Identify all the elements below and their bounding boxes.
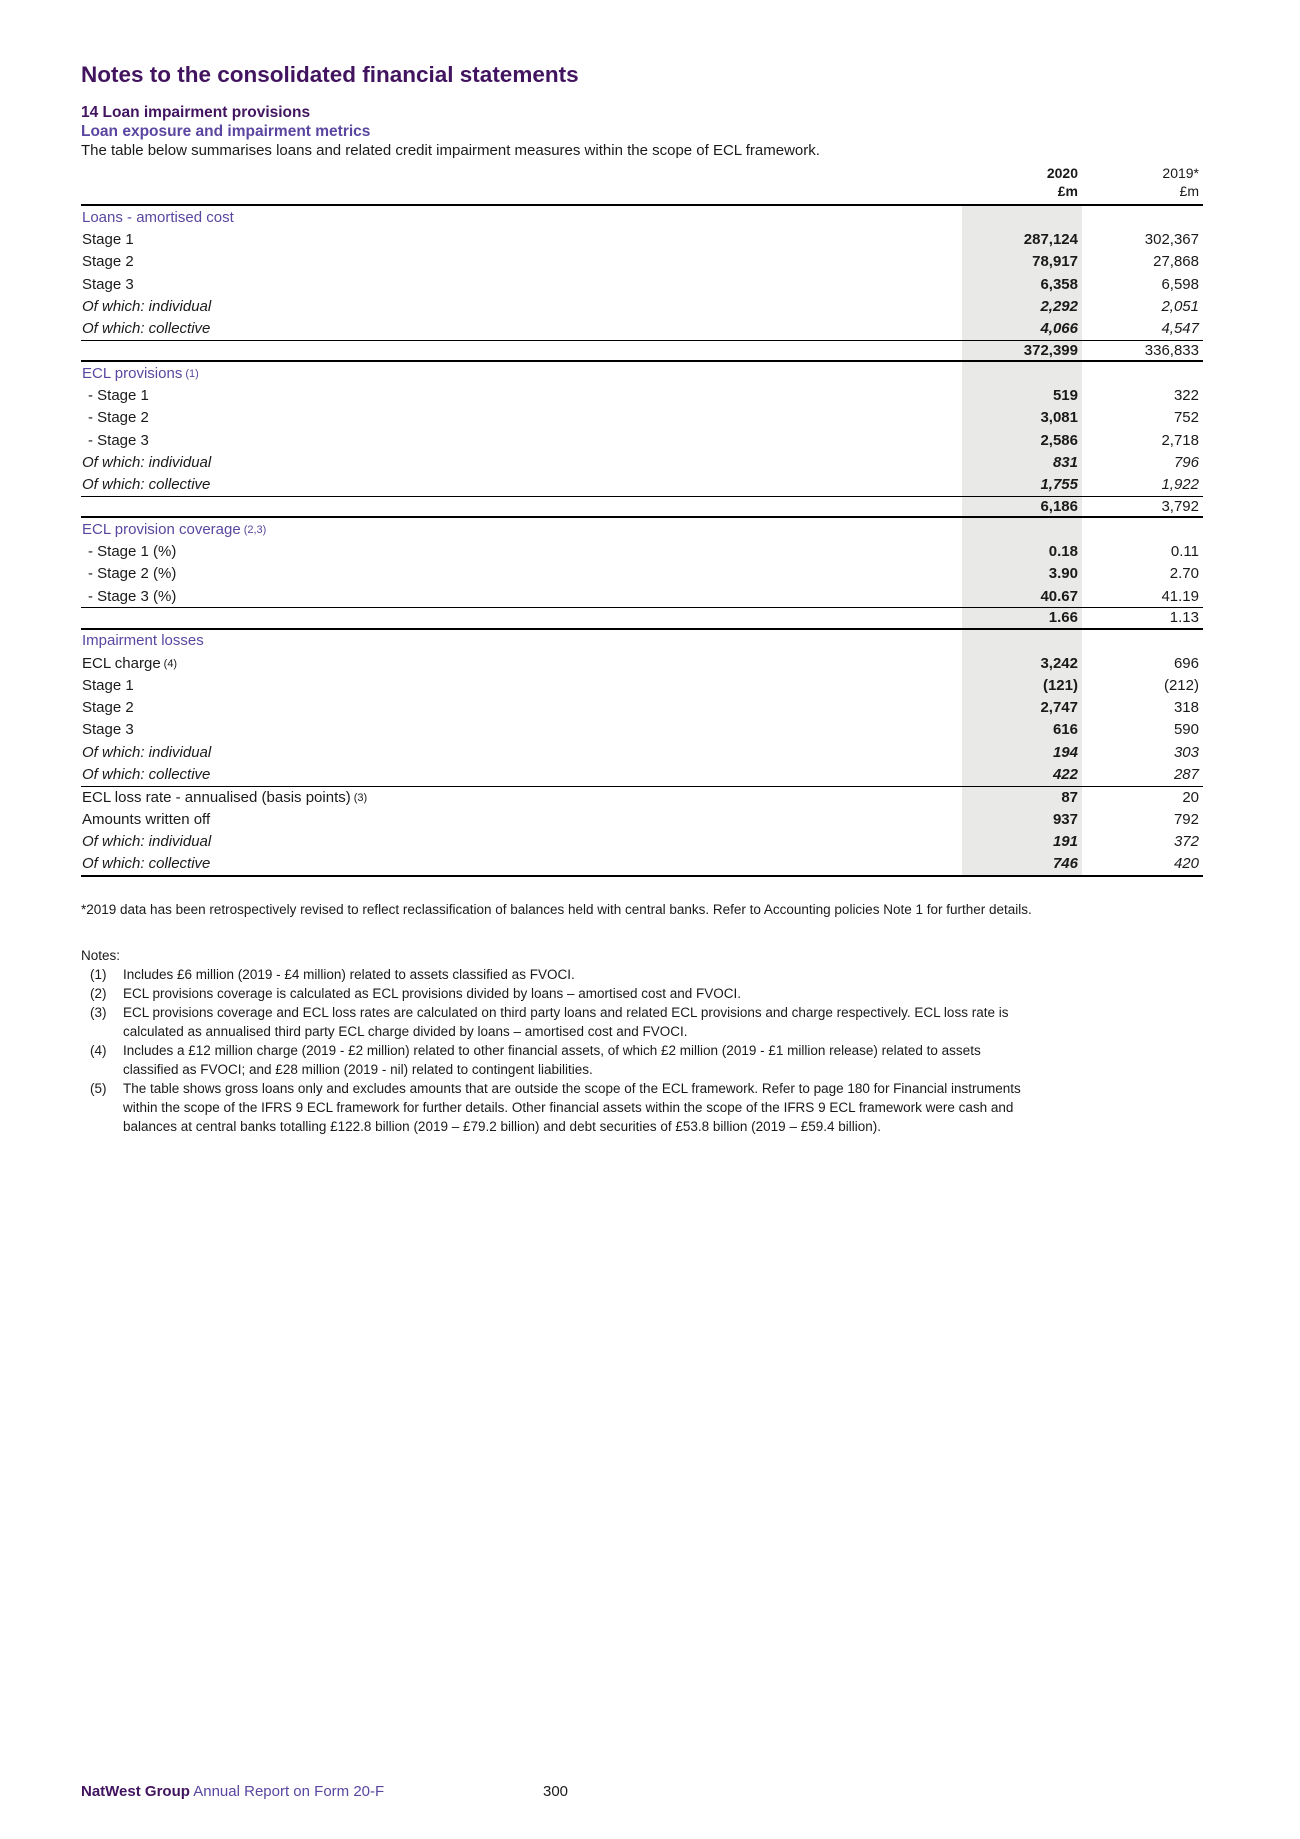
value-2020: 3.90 (962, 563, 1082, 585)
value-2019: 0.11 (1170, 543, 1199, 561)
value-2020: 287,124 (962, 228, 1082, 250)
value-2019: 6,598 (1161, 275, 1199, 293)
page-footer (81, 1783, 1221, 1800)
row-label: Of which: collective (82, 320, 211, 338)
value-2019: 796 (1173, 453, 1199, 471)
row-label: Of which: collective (82, 476, 211, 494)
value-2019: (212) (1163, 676, 1199, 694)
revision-footnote: *2019 data has been retrospectively revised to reflect reclassification of balances held with central banks. Refer to Accounting policies Note 1 for further details. (81, 901, 1032, 917)
table-row (81, 741, 1203, 763)
table-row (81, 474, 1203, 496)
table-row (81, 630, 1203, 652)
table-body (81, 206, 1203, 877)
value-2020: 78,917 (962, 251, 1082, 273)
note-number: (4) (90, 1042, 107, 1058)
value-2020: (121) (962, 674, 1082, 696)
row-label: Amounts written off (82, 810, 211, 828)
table-row (81, 763, 1203, 785)
section-heading: 14 Loan impairment provisions (81, 104, 311, 121)
note-text: Includes a £12 million charge (2019 - £2 million) related to other financial assets, of which £2 million (2019 - £1 million release) related to assets classified as FVOCI; and £28 million (2019 - nil) related to contingent liabilities. (123, 1042, 981, 1077)
table-row (81, 317, 1203, 339)
unit-2019-label: £m (1179, 183, 1199, 199)
value-2019: 20 (1182, 788, 1199, 806)
row-label: - Stage 3 (88, 431, 149, 449)
table-row (81, 719, 1203, 741)
row-label: Stage 1 (82, 676, 134, 694)
row-label: ECL provision coverage (2,3) (82, 520, 267, 538)
value-2020 (962, 518, 1082, 540)
loan-impairment-table (81, 164, 1203, 877)
value-2020: 1.66 (962, 608, 1082, 627)
table-row (81, 607, 1203, 629)
footer-brand-name: NatWest Group (81, 1783, 190, 1800)
row-label: Of which: individual (82, 743, 212, 761)
row-label: Stage 3 (82, 721, 134, 739)
note-ref: (3) (353, 792, 368, 805)
notes-section (81, 946, 1036, 1136)
value-2020: 87 (962, 787, 1082, 808)
table-row (81, 273, 1203, 295)
row-label: Stage 3 (82, 275, 134, 293)
row-label: ECL loss rate - annualised (basis points) (3) (82, 788, 368, 806)
value-2019: 2,718 (1161, 431, 1199, 449)
value-2019: 3,792 (1161, 498, 1199, 515)
note-item (81, 1041, 1036, 1079)
value-2020: 2,747 (962, 697, 1082, 719)
row-label: - Stage 3 (%) (88, 587, 177, 605)
value-2019: 1.13 (1169, 609, 1199, 627)
value-2020: 1,755 (962, 474, 1082, 496)
table-row (81, 585, 1203, 607)
note-item (81, 1079, 1036, 1136)
value-2020: 6,186 (962, 497, 1082, 516)
value-2020: 3,242 (962, 652, 1082, 674)
note-text: The table shows gross loans only and excludes amounts that are outside the scope of the ECL framework. Refer to page 180 for Financial instruments within the scope of the IFRS 9 ECL framework for further details. Other financial assets within the scope of the IFRS 9 ECL framework were cash and balances at central banks totalling £122.8 billion (2019 – £79.2 billion) and debt securities of £53.8 billion (2019 – £59.4 billion). (123, 1080, 1021, 1134)
row-label: ECL provisions (1) (82, 364, 199, 382)
table-row (81, 451, 1203, 473)
value-2020: 40.67 (962, 585, 1082, 607)
note-ref: (4) (163, 658, 178, 671)
table-row (81, 340, 1203, 362)
subsection-heading: Loan exposure and impairment metrics (81, 123, 371, 140)
table-row (81, 295, 1203, 317)
footer-report-title: Annual Report on Form 20-F (189, 1783, 385, 1800)
value-2019: 27,868 (1153, 253, 1199, 271)
table-header (81, 164, 1203, 206)
table-row (81, 429, 1203, 451)
value-2020: 191 (962, 830, 1082, 852)
value-2019: 303 (1173, 743, 1199, 761)
value-2019: 318 (1173, 699, 1199, 717)
value-2020: 616 (962, 719, 1082, 741)
value-2019: 336,833 (1144, 341, 1199, 359)
unit-2020-label: £m (1057, 183, 1078, 199)
table-row (81, 697, 1203, 719)
value-2020: 6,358 (962, 273, 1082, 295)
note-text: ECL provisions coverage and ECL loss rates are calculated on third party loans and related ECL provisions and charge respectively. ECL loss rate is calculated as annualised third party ECL charge divided by loans – amortised cost and FVOCI. (123, 1004, 1009, 1039)
row-label (81, 341, 962, 360)
row-label (81, 608, 962, 627)
value-2019: 372 (1173, 832, 1199, 850)
value-2019: 2.70 (1169, 565, 1199, 583)
value-2020: 2,292 (962, 295, 1082, 317)
row-label: - Stage 1 (88, 387, 149, 405)
note-text: Includes £6 million (2019 - £4 million) related to assets classified as FVOCI. (123, 966, 575, 982)
value-2019: 1,922 (1161, 476, 1199, 494)
note-ref: (1) (185, 368, 199, 381)
value-2019: 752 (1173, 409, 1199, 427)
value-2019: 590 (1173, 721, 1199, 739)
table-row (81, 563, 1203, 585)
row-label: Loans - amortised cost (82, 208, 234, 226)
value-2019 (1082, 206, 1203, 228)
page-number: 300 (543, 1783, 569, 1800)
value-2020: 372,399 (962, 341, 1082, 360)
notes-heading: Notes: (81, 947, 121, 963)
table-row (81, 206, 1203, 228)
value-2020: 831 (962, 451, 1082, 473)
value-2019 (1082, 630, 1203, 652)
page-title: Notes to the consolidated financial statements (81, 62, 579, 87)
value-2019: 322 (1173, 387, 1199, 405)
row-label: - Stage 2 (%) (88, 565, 177, 583)
row-label: Of which: collective (82, 766, 211, 784)
row-label: Impairment losses (82, 632, 204, 650)
row-label: ECL charge (4) (82, 654, 178, 672)
table-row (81, 786, 1203, 808)
intro-text: The table below summarises loans and related credit impairment measures within the scope of ECL framework. (81, 142, 820, 159)
table-row (81, 652, 1203, 674)
row-label: Stage 1 (82, 230, 134, 248)
row-label: Of which: individual (82, 297, 212, 315)
value-2020: 0.18 (962, 540, 1082, 562)
table-row (81, 496, 1203, 518)
value-2020 (962, 206, 1082, 228)
row-label: - Stage 1 (%) (88, 543, 177, 561)
column-header-2020 (962, 164, 1082, 200)
value-2019: 420 (1173, 855, 1199, 873)
header-spacer (81, 164, 962, 200)
note-number: (5) (90, 1080, 107, 1096)
row-label: Stage 2 (82, 699, 134, 717)
value-2019: 41.19 (1161, 587, 1199, 605)
row-label: Stage 2 (82, 253, 134, 271)
year-2020-label: 2020 (1046, 165, 1078, 181)
table-row (81, 808, 1203, 830)
column-header-2019 (1082, 164, 1203, 200)
table-row (81, 674, 1203, 696)
note-ref: (2,3) (243, 524, 267, 537)
value-2020: 519 (962, 384, 1082, 406)
table-row (81, 384, 1203, 406)
value-2019: 2,051 (1161, 297, 1199, 315)
value-2020: 3,081 (962, 407, 1082, 429)
value-2019: 287 (1173, 766, 1199, 784)
value-2020: 2,586 (962, 429, 1082, 451)
row-label (81, 497, 962, 516)
row-label: Of which: individual (82, 832, 212, 850)
value-2020 (962, 362, 1082, 384)
value-2019: 696 (1173, 654, 1199, 672)
table-row (81, 540, 1203, 562)
note-number: (2) (90, 985, 107, 1001)
table-row (81, 228, 1203, 250)
table-row (81, 853, 1203, 875)
table-row (81, 518, 1203, 540)
value-2020 (962, 630, 1082, 652)
table-row (81, 407, 1203, 429)
note-item (81, 965, 1036, 984)
note-item (81, 984, 1036, 1003)
table-row (81, 362, 1203, 384)
value-2019 (1082, 518, 1203, 540)
value-2020: 422 (962, 763, 1082, 785)
note-number: (3) (90, 1004, 107, 1020)
row-label: Of which: collective (82, 855, 211, 873)
row-label: Of which: individual (82, 453, 212, 471)
row-label: - Stage 2 (88, 409, 149, 427)
value-2019: 792 (1173, 810, 1199, 828)
value-2019 (1082, 362, 1203, 384)
note-number: (1) (90, 966, 107, 982)
notes-list (81, 965, 1036, 1136)
value-2020: 4,066 (962, 317, 1082, 339)
value-2019: 302,367 (1144, 230, 1199, 248)
value-2020: 937 (962, 808, 1082, 830)
value-2019: 4,547 (1161, 320, 1199, 338)
note-text: ECL provisions coverage is calculated as ECL provisions divided by loans – amortised cost and FVOCI. (123, 985, 742, 1001)
note-item (81, 1003, 1036, 1041)
table-row (81, 830, 1203, 852)
year-2019-label: 2019* (1162, 165, 1199, 181)
value-2020: 194 (962, 741, 1082, 763)
table-row (81, 251, 1203, 273)
value-2020: 746 (962, 853, 1082, 875)
